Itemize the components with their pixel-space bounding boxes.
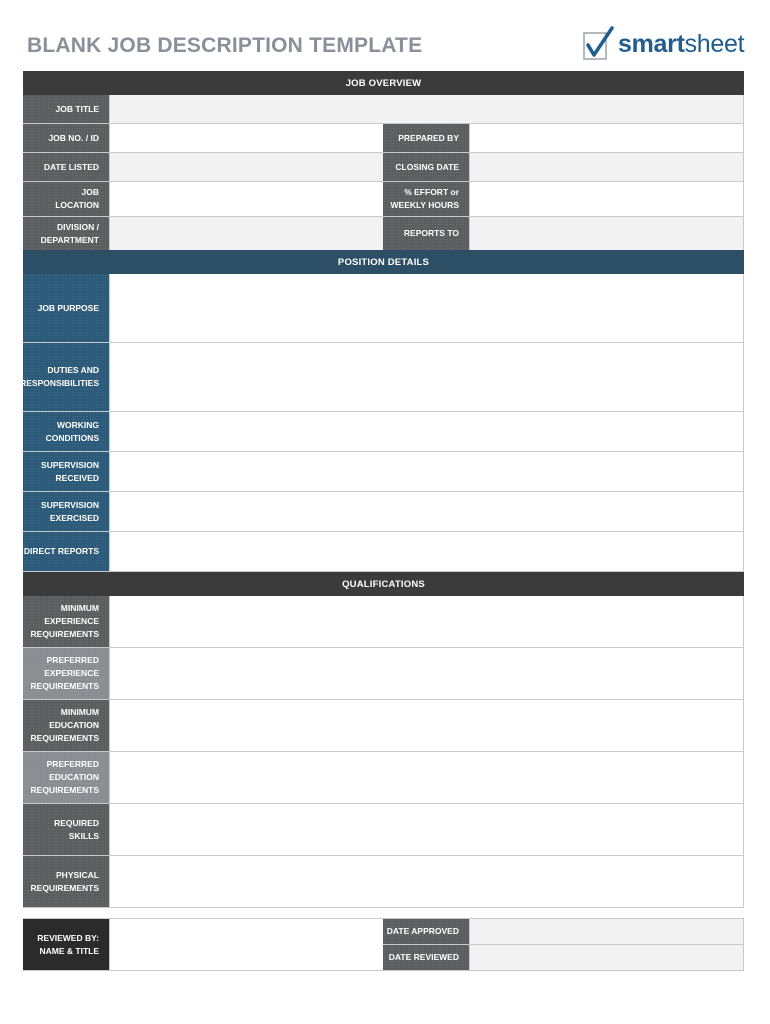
- job-location-label: JOB LOCATION: [23, 182, 109, 216]
- job-overview-section: [23, 71, 744, 251]
- reviewed-by-field[interactable]: [109, 919, 383, 970]
- review-row: [23, 919, 744, 971]
- division-field[interactable]: [109, 217, 383, 250]
- effort-field[interactable]: [469, 182, 744, 216]
- pref-education-row: [23, 752, 744, 804]
- required-skills-field[interactable]: [109, 804, 744, 855]
- working-conditions-field[interactable]: [109, 412, 744, 451]
- page-title: BLANK JOB DESCRIPTION TEMPLATE: [27, 34, 423, 57]
- date-approved-field[interactable]: [469, 919, 744, 944]
- pref-education-field[interactable]: [109, 752, 744, 803]
- date-listed-row: [23, 153, 744, 182]
- direct-reports-label: DIRECT REPORTS: [23, 532, 109, 571]
- min-education-field[interactable]: [109, 700, 744, 751]
- job-location-row: [23, 182, 744, 217]
- direct-reports-field[interactable]: [109, 532, 744, 571]
- supervision-exercised-row: [23, 492, 744, 532]
- position-details-section: [20, 250, 744, 572]
- review-dates: [383, 919, 744, 970]
- pref-education-label: PREFERRED EDUCATION REQUIREMENTS: [23, 752, 109, 803]
- reports-to-label: REPORTS TO: [383, 217, 469, 250]
- job-purpose-row: [23, 274, 744, 343]
- direct-reports-row: [23, 532, 744, 572]
- duties-row: [20, 343, 744, 412]
- closing-date-label: CLOSING DATE: [383, 153, 469, 181]
- min-education-row: [23, 700, 744, 752]
- logo-brand-bold: smart: [618, 29, 685, 58]
- pref-experience-field[interactable]: [109, 648, 744, 699]
- reports-to-field[interactable]: [469, 217, 744, 250]
- logo-brand-rest: sheet: [684, 29, 745, 58]
- date-reviewed-field[interactable]: [469, 945, 744, 970]
- supervision-received-label: SUPERVISION RECEIVED: [23, 452, 109, 491]
- physical-field[interactable]: [109, 856, 744, 907]
- min-experience-label: MINIMUM EXPERIENCE REQUIREMENTS: [23, 596, 109, 647]
- reviewed-by-label: REVIEWED BY: NAME & TITLE: [23, 919, 109, 970]
- division-row: [23, 217, 744, 251]
- required-skills-row: [23, 804, 744, 856]
- duties-label: DUTIES AND RESPONSIBILITIES: [23, 343, 109, 411]
- date-listed-label: DATE LISTED: [23, 153, 109, 181]
- position-details-header: POSITION DETAILS: [23, 250, 744, 274]
- job-no-label: JOB NO. / ID: [23, 124, 109, 152]
- job-purpose-field[interactable]: [109, 274, 744, 342]
- supervision-exercised-field[interactable]: [109, 492, 744, 531]
- smartsheet-logo: [582, 24, 744, 64]
- min-experience-field[interactable]: [109, 596, 744, 647]
- min-education-label: MINIMUM EDUCATION REQUIREMENTS: [23, 700, 109, 751]
- qualifications-header: QUALIFICATIONS: [23, 572, 744, 596]
- job-no-field[interactable]: [109, 124, 383, 152]
- prepared-by-field[interactable]: [469, 124, 744, 152]
- date-listed-field[interactable]: [109, 153, 383, 181]
- physical-label: PHYSICAL REQUIREMENTS: [23, 856, 109, 907]
- required-skills-label: REQUIRED SKILLS: [23, 804, 109, 855]
- date-approved-label: DATE APPROVED: [383, 919, 469, 944]
- date-reviewed-label: DATE REVIEWED: [383, 945, 469, 970]
- job-title-field[interactable]: [109, 95, 744, 123]
- qualifications-section: [23, 572, 744, 908]
- closing-date-field[interactable]: [469, 153, 744, 181]
- job-no-row: [23, 124, 744, 153]
- review-section: [23, 918, 744, 971]
- prepared-by-label: PREPARED BY: [383, 124, 469, 152]
- checkmark-icon: [582, 25, 616, 63]
- working-conditions-label: WORKING CONDITIONS: [23, 412, 109, 451]
- job-overview-header: JOB OVERVIEW: [23, 71, 744, 95]
- division-label: DIVISION / DEPARTMENT: [23, 217, 109, 250]
- job-purpose-label: JOB PURPOSE: [23, 274, 109, 342]
- physical-row: [23, 856, 744, 908]
- effort-label: % EFFORT or WEEKLY HOURS: [383, 182, 469, 216]
- pref-experience-label: PREFERRED EXPERIENCE REQUIREMENTS: [23, 648, 109, 699]
- supervision-received-row: [23, 452, 744, 492]
- working-conditions-row: [23, 412, 744, 452]
- min-experience-row: [23, 596, 744, 648]
- job-title-row: [23, 95, 744, 124]
- supervision-received-field[interactable]: [109, 452, 744, 491]
- supervision-exercised-label: SUPERVISION EXERCISED: [23, 492, 109, 531]
- job-title-label: JOB TITLE: [23, 95, 109, 123]
- duties-field[interactable]: [109, 343, 744, 411]
- job-location-field[interactable]: [109, 182, 383, 216]
- pref-experience-row: [23, 648, 744, 700]
